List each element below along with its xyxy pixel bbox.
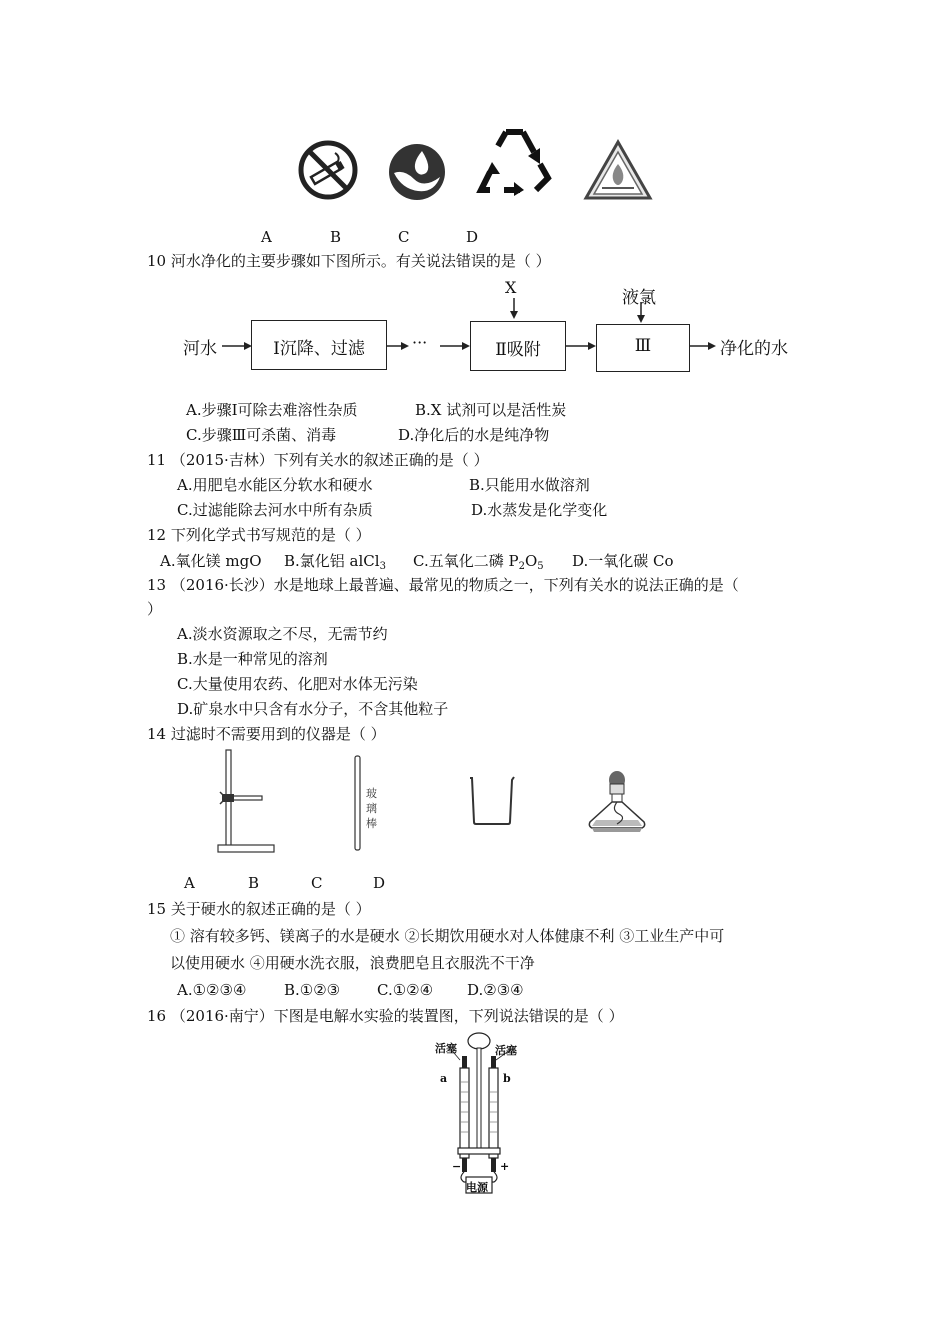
q13-option-d: D.矿泉水中只含有水分子，不含其他粒子 [177, 700, 449, 718]
power-source-label: 电源 [466, 1181, 488, 1194]
q12-option-b-sub: 3 [379, 561, 386, 572]
plus-terminal: + [500, 1160, 510, 1173]
valve-left-label: 活塞 [435, 1042, 457, 1055]
q10-option-c: C.步骤Ⅲ可杀菌、消毒 [186, 426, 337, 444]
q14-option-d: D [373, 874, 386, 892]
q14-option-a: A [184, 874, 195, 892]
flow-arrow-5 [690, 342, 716, 350]
q12-stem: 12 下列化学式书写规范的是（ ） [147, 526, 371, 544]
flow-arrow-2 [387, 342, 409, 350]
flow-step-2: Ⅱ吸附 [495, 340, 541, 360]
no-smoking-icon [297, 139, 359, 201]
q11-option-a: A.用肥皂水能区分软水和硬水 [177, 476, 373, 494]
flow-step-3: Ⅲ [634, 336, 652, 356]
q15-option-d: D.②③④ [467, 981, 524, 999]
q15-option-c: C.①②④ [377, 981, 434, 999]
flow-arrow-3 [440, 342, 470, 350]
q12-option-c [413, 551, 544, 577]
q11-option-d: D.水蒸发是化学变化 [471, 501, 608, 519]
tube-a-label: a [440, 1072, 448, 1085]
tube-b-label: b [503, 1072, 511, 1085]
q12-option-b-text: B.氯化铝 alCl [284, 552, 380, 570]
q10-option-d: D.净化后的水是纯净物 [398, 426, 550, 444]
q12-option-c-mid: O [524, 552, 538, 570]
iron-stand-icon [214, 750, 278, 856]
q10-stem: 10 河水净化的主要步骤如下图所示。有关说法错误的是（ ） [147, 252, 551, 270]
q12-option-c-sub1: 2 [518, 561, 525, 572]
minus-terminal: − [452, 1160, 462, 1173]
q16-stem: 16 （2016·南宁）下图是电解水实验的装置图，下列说法错误的是（ ） [147, 1007, 624, 1025]
q11-option-b: B.只能用水做溶剂 [469, 476, 590, 494]
q13-option-b: B.水是一种常见的溶剂 [177, 650, 328, 668]
q15-option-a: A.①②③④ [177, 981, 247, 999]
flow-arrow-x [509, 298, 519, 320]
flow-step-1: Ⅰ沉降、过滤 [273, 339, 365, 359]
water-saving-icon [388, 143, 446, 201]
q11-option-c: C.过滤能除去河水中所有杂质 [177, 501, 373, 519]
flow-x-label: X [505, 278, 517, 297]
q9-option-d: D [466, 228, 479, 246]
q13-option-a: A.淡水资源取之不尽，无需节约 [177, 625, 388, 643]
q10-option-b: B.X 试剂可以是活性炭 [415, 401, 567, 419]
q15-body-line1: ① 溶有较多钙、镁离子的水是硬水 ②长期饮用硬水对人体健康不利 ③工业生产中可 [170, 927, 725, 945]
q13-option-c: C.大量使用农药、化肥对水体无污染 [177, 675, 418, 693]
q15-stem: 15 关于硬水的叙述正确的是（ ） [147, 900, 371, 918]
flammable-warning-icon [584, 140, 652, 200]
q9-option-a: A [261, 228, 272, 246]
flow-output: 净化的水 [720, 339, 788, 359]
q10-option-a: A.步骤Ⅰ可除去难溶性杂质 [186, 401, 358, 419]
flow-arrow-chlorine [636, 302, 646, 324]
q14-option-c: C [311, 874, 323, 892]
q12-option-a: A.氧化镁 mgO [160, 552, 262, 570]
flow-input: 河水 [183, 339, 217, 359]
glass-rod-label-2: 璃 [366, 802, 377, 815]
q13-stem-line1: 13 （2016·长沙）水是地球上最普遍、最常见的物质之一，下列有关水的说法正确的是（ [147, 576, 739, 594]
flow-ellipsis: ··· [412, 333, 428, 352]
q12-option-c-sub2: 5 [537, 561, 544, 572]
beaker-icon [468, 776, 516, 826]
q9-option-b: B [330, 228, 342, 246]
q12-option-d: D.一氧化碳 Co [572, 552, 674, 570]
flow-chlorine: 液氯 [622, 288, 656, 308]
q11-stem: 11 （2015·吉林）下列有关水的叙述正确的是（ ） [147, 451, 489, 469]
alcohol-lamp-icon [586, 770, 648, 844]
q12-option-b [284, 551, 386, 577]
q15-option-b: B.①②③ [284, 981, 341, 999]
q9-option-c: C [398, 228, 410, 246]
q15-body-line2: 以使用硬水 ④用硬水洗衣服，浪费肥皂且衣服洗不干净 [170, 954, 535, 972]
glass-rod-label-1: 玻 [366, 787, 377, 800]
glass-rod-icon [354, 756, 362, 852]
recycling-icon [478, 126, 552, 196]
glass-rod-label-3: 棒 [366, 817, 377, 830]
valve-right-label: 活塞 [495, 1044, 517, 1057]
q14-option-b: B [248, 874, 260, 892]
flow-arrow-4 [566, 342, 596, 350]
flow-arrow-1 [222, 342, 252, 350]
glass-rod-label [366, 786, 378, 831]
q13-stem-line2: ） [147, 600, 163, 618]
q14-stem: 14 过滤时不需要用到的仪器是（ ） [147, 725, 386, 743]
q12-option-c-text: C.五氧化二磷 P [413, 552, 519, 570]
